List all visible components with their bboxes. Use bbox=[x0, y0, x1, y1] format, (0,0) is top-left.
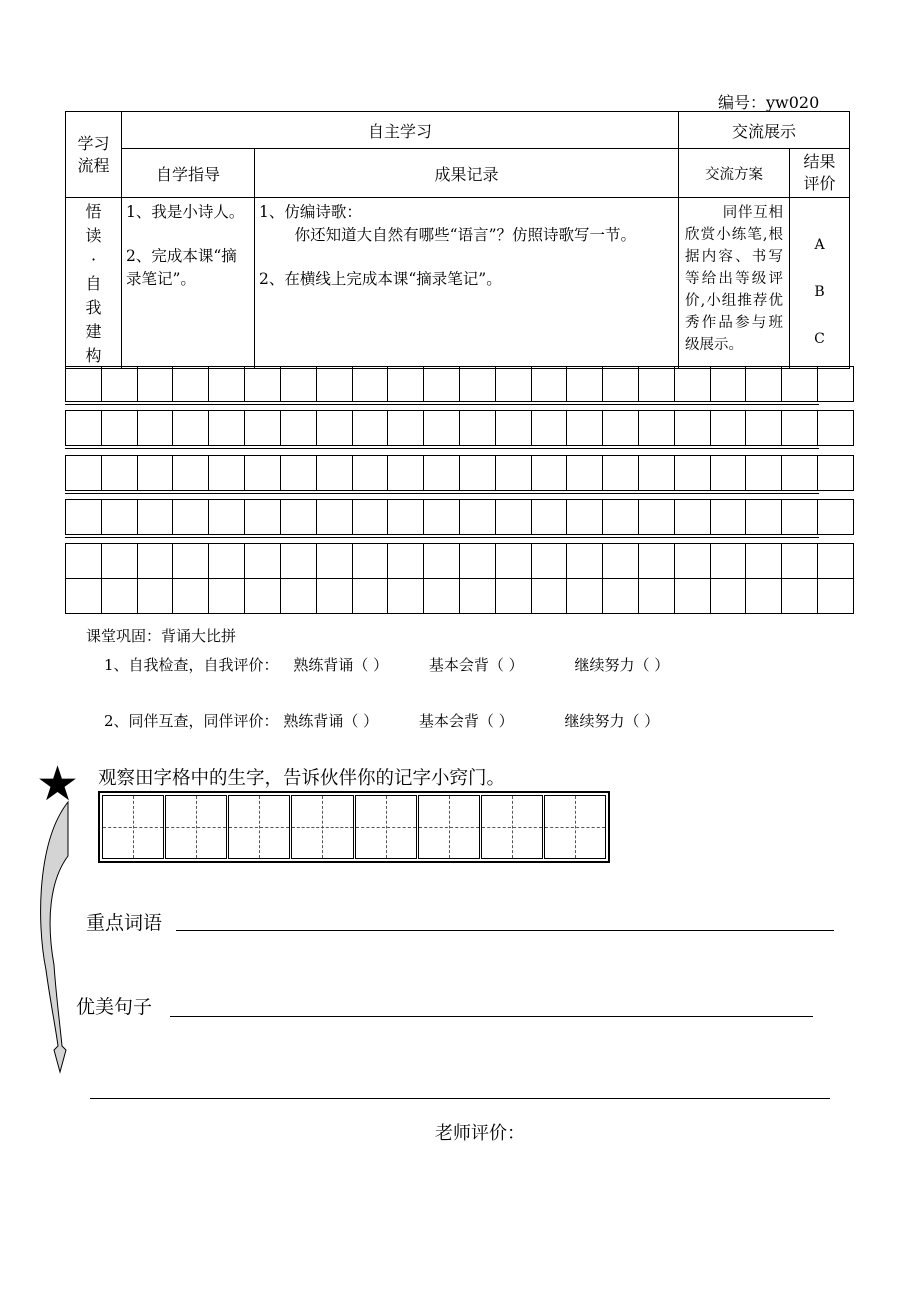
process-char: 读 bbox=[85, 226, 102, 245]
study-table bbox=[65, 111, 850, 369]
record-header: 成果记录 bbox=[255, 149, 679, 198]
option-try[interactable]: 继续努力（ ） bbox=[574, 656, 670, 674]
curved-arrow-icon bbox=[34, 800, 84, 1075]
record-item: 2、在横线上完成本课“摘录笔记”。 bbox=[259, 270, 502, 288]
teacher-eval-label: 老师评价： bbox=[435, 1123, 525, 1144]
plan-cell: 同伴互相欣赏小练笔,根据内容、书写等给出等级评价,小组推荐优秀作品参与班级展示。 bbox=[679, 198, 790, 369]
guide-cell bbox=[122, 198, 255, 369]
option-fluent[interactable]: 熟练背诵（ ） bbox=[293, 656, 389, 674]
divider bbox=[65, 404, 819, 405]
guide-item: 1、我是小诗人。 bbox=[126, 203, 245, 221]
grade-c: C bbox=[814, 331, 825, 347]
serial-number: 编号：yw020 bbox=[718, 93, 820, 112]
option-basic[interactable]: 基本会背（ ） bbox=[418, 712, 514, 730]
tianzige-grid[interactable] bbox=[98, 791, 610, 863]
process-cell bbox=[66, 198, 122, 369]
option-fluent[interactable]: 熟练背诵（ ） bbox=[283, 712, 379, 730]
process-char: 悟 bbox=[85, 202, 102, 221]
divider bbox=[65, 493, 819, 494]
sentences-line[interactable] bbox=[170, 992, 813, 1017]
guide-item: 2、完成本课“摘录笔记”。 bbox=[126, 247, 237, 288]
divider bbox=[65, 537, 819, 538]
key-words-label: 重点词语 bbox=[86, 912, 163, 934]
peer-check-label: 2、同伴互查，同伴评价： bbox=[104, 712, 279, 730]
self-check-line bbox=[104, 654, 669, 675]
result-header: 结果评价 bbox=[790, 149, 850, 198]
grade-cell bbox=[790, 198, 850, 369]
sentences-label: 优美句子 bbox=[76, 996, 153, 1018]
consolidate-title: 课堂巩固：背诵大比拼 bbox=[86, 627, 237, 645]
peer-check-line bbox=[104, 710, 659, 731]
record-item: 你还知道大自然有哪些“语言”？仿照诗歌写一节。 bbox=[294, 226, 636, 244]
process-char: · bbox=[90, 250, 97, 269]
process-header: 学习流程 bbox=[66, 112, 122, 198]
grade-b: B bbox=[814, 284, 825, 300]
plan-header: 交流方案 bbox=[679, 149, 790, 198]
record-cell bbox=[255, 198, 679, 369]
grade-a: A bbox=[814, 237, 825, 253]
option-basic[interactable]: 基本会背（ ） bbox=[428, 656, 524, 674]
writing-grid-row[interactable] bbox=[65, 366, 854, 402]
exchange-header: 交流展示 bbox=[679, 112, 850, 149]
process-char: 构 bbox=[85, 346, 102, 365]
guide-header: 自学指导 bbox=[122, 149, 255, 198]
key-words-line[interactable] bbox=[176, 906, 834, 931]
writing-grid-row[interactable] bbox=[65, 410, 854, 446]
self-check-label: 1、自我检查，自我评价： bbox=[104, 656, 279, 674]
option-try[interactable]: 继续努力（ ） bbox=[564, 712, 660, 730]
writing-grid-row[interactable] bbox=[65, 578, 854, 614]
writing-grid-row[interactable] bbox=[65, 543, 854, 579]
writing-grid-row[interactable] bbox=[65, 455, 854, 491]
process-char: 我 bbox=[85, 298, 102, 317]
writing-grid-row[interactable] bbox=[65, 499, 854, 535]
process-char: 建 bbox=[85, 322, 102, 341]
observe-instruction: 观察田字格中的生字，告诉伙伴你的记字小窍门。 bbox=[98, 768, 506, 789]
process-char: 自 bbox=[85, 274, 102, 293]
self-study-header: 自主学习 bbox=[122, 112, 679, 149]
record-item: 1、仿编诗歌： bbox=[259, 203, 362, 221]
separator-line bbox=[90, 1074, 830, 1099]
star-icon: ★ bbox=[36, 756, 80, 812]
divider bbox=[65, 448, 819, 449]
